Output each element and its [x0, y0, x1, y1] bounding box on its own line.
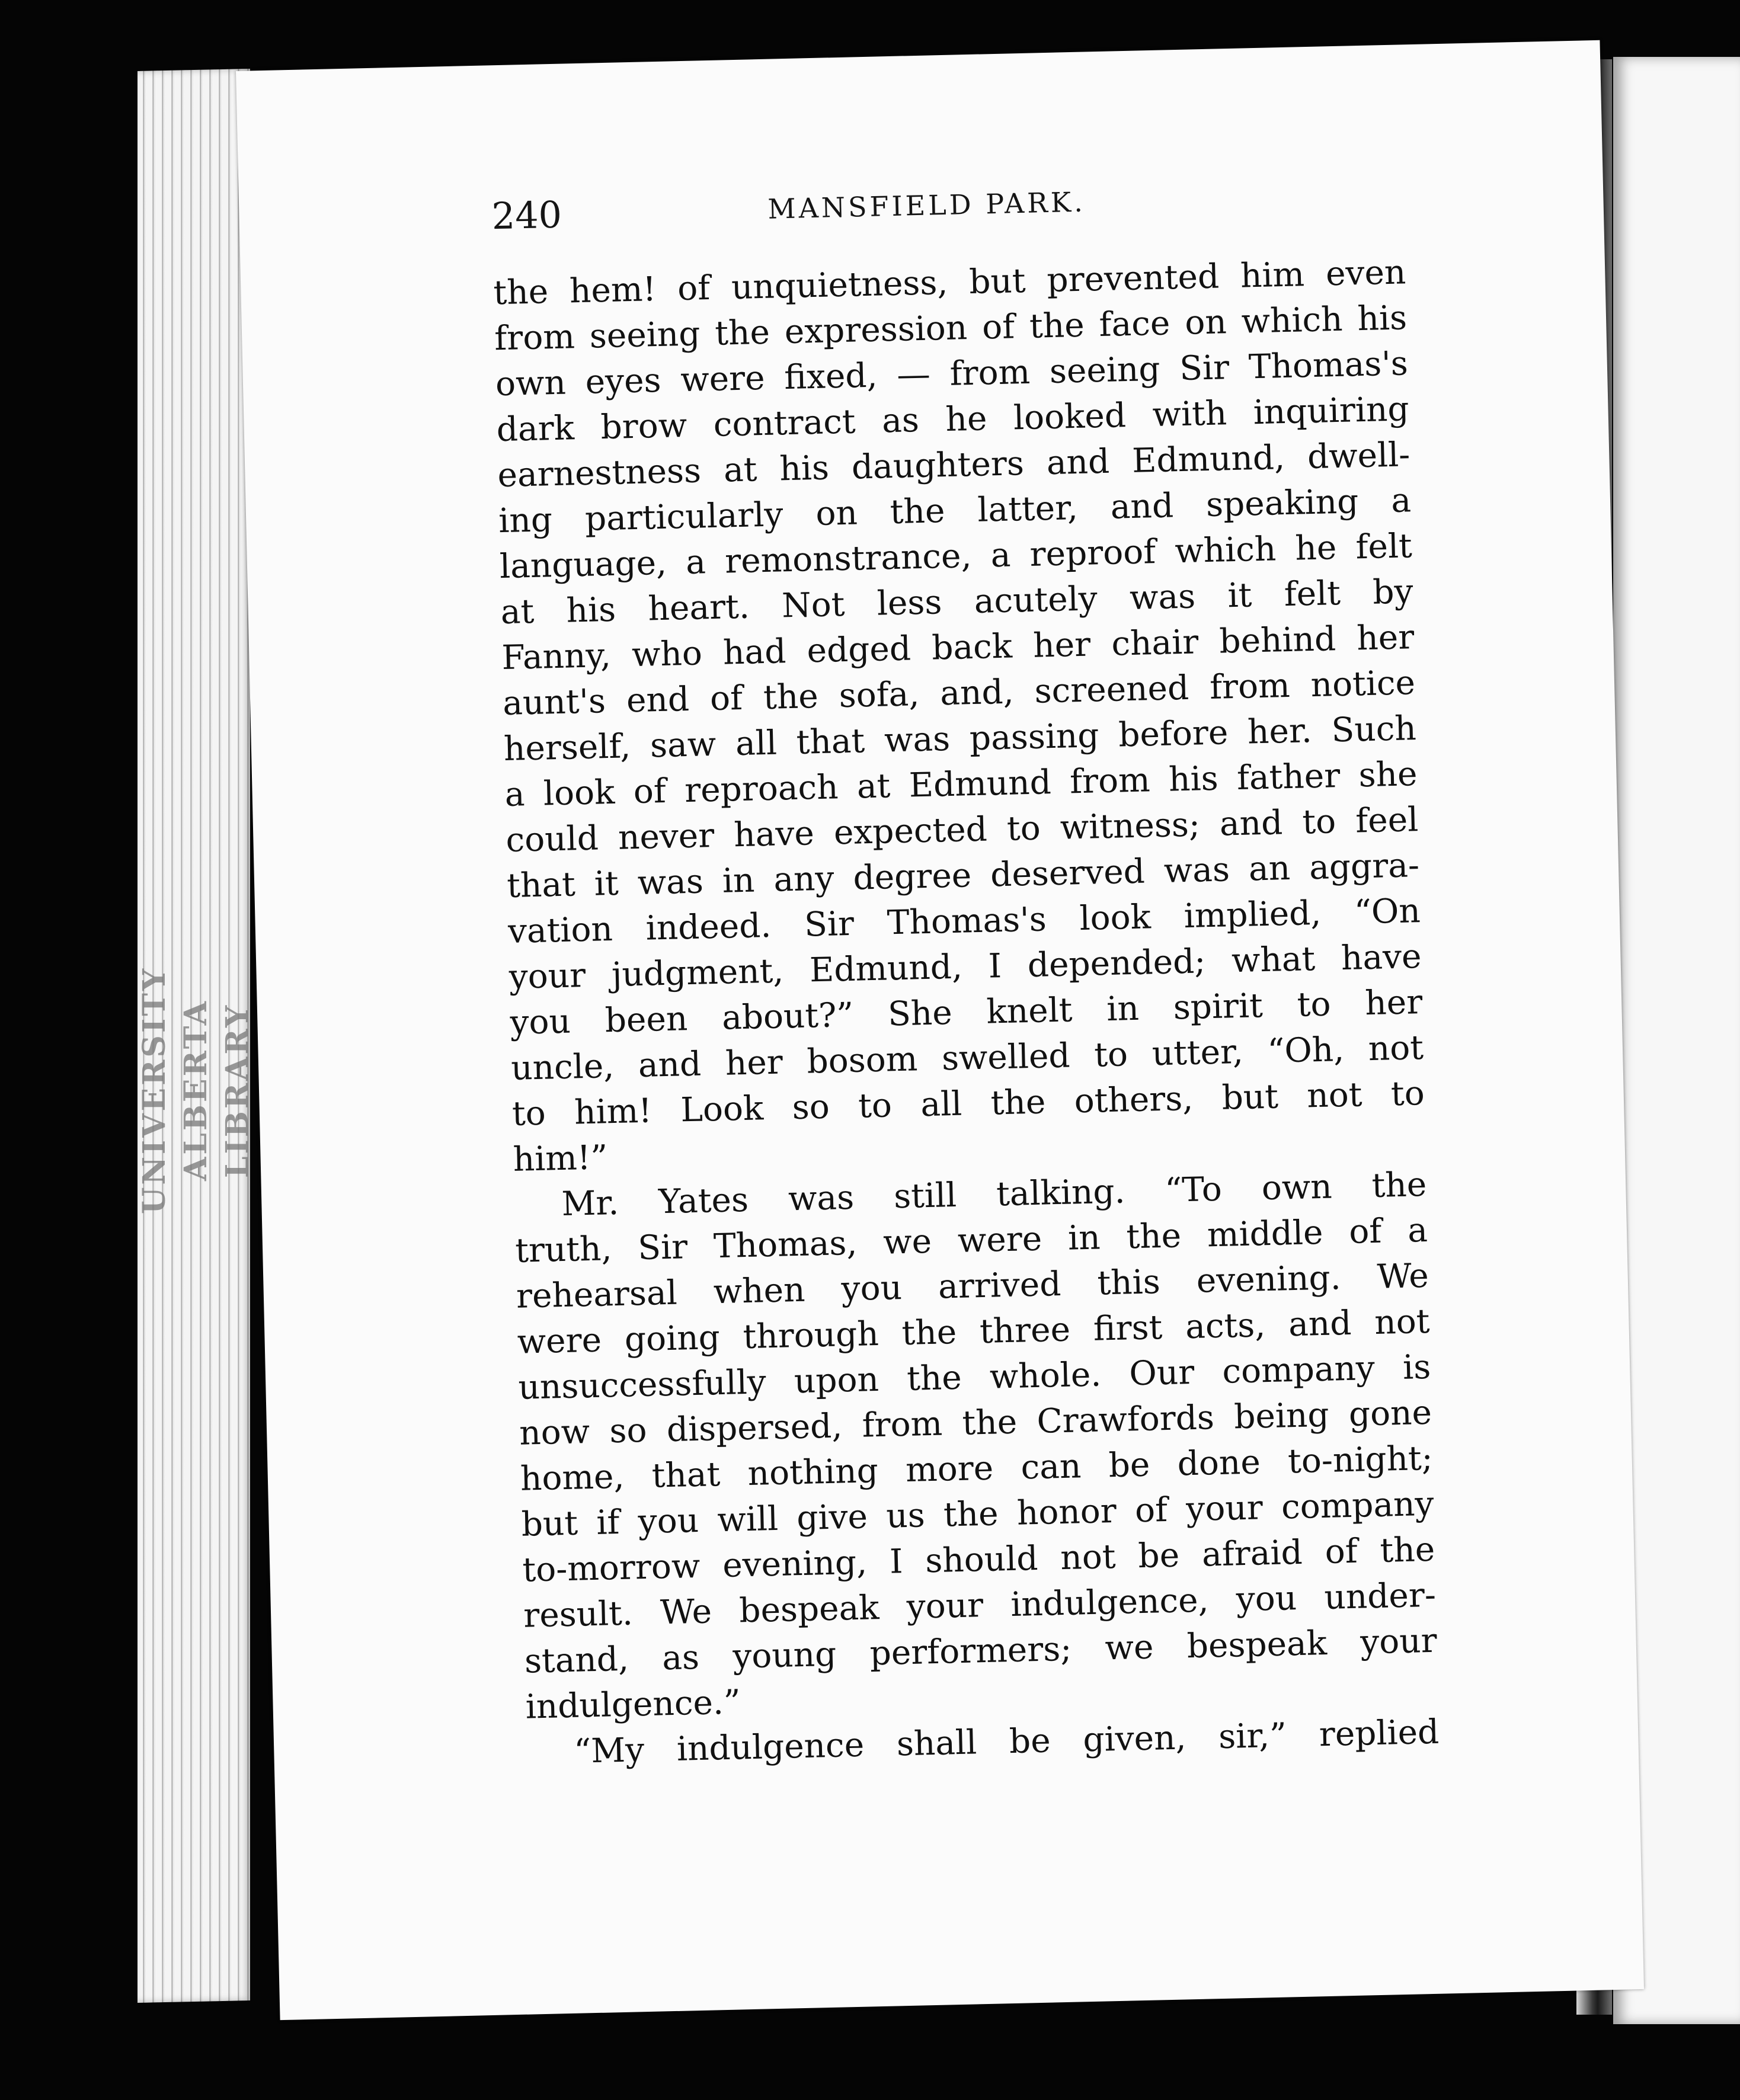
running-head	[491, 174, 1381, 248]
text-line: home, that nothing more can be done to-night;	[520, 1439, 1434, 1499]
text-line: aunt's end of the sofa, and, screened from notice	[502, 664, 1416, 724]
running-title: MANSFIELD PARK.	[767, 185, 1086, 225]
page-number: 240	[491, 193, 562, 238]
text-line: own eyes were fixed, — from seeing Sir Thomas's	[495, 344, 1409, 404]
body-text	[493, 249, 1440, 1775]
text-line: ing particularly on the latter, and speaking a	[498, 481, 1412, 541]
text-line: a look of reproach at Edmund from his father she	[504, 755, 1418, 815]
text-line: Mr. Yates was still talking. “To own the	[561, 1165, 1427, 1224]
text-line: dark brow contract as he looked with inquiring	[496, 390, 1410, 450]
text-line: stand, as young performers; we bespeak your	[524, 1621, 1438, 1681]
text-line: your judgment, Edmund, I depended; what have	[508, 937, 1422, 997]
text-line: now so dispersed, from the Crawfords being gone	[519, 1393, 1432, 1453]
text-line: “My indulgence shall be given, sir,” replied	[573, 1712, 1440, 1771]
text-line: to-morrow evening, I should not be afraid of the	[522, 1530, 1435, 1590]
text-line: were going through the three first acts, and not	[517, 1302, 1431, 1362]
stamp-line-2: ALBERTA LIBRARY	[178, 999, 255, 1182]
text-line: truth, Sir Thomas, we were in the middle of a	[514, 1211, 1428, 1270]
text-line: herself, saw all that was passing before her. Such	[503, 709, 1417, 769]
text-line: indulgence.”	[525, 1683, 741, 1727]
text-line: vation indeed. Sir Thomas's look implied, “On	[507, 892, 1421, 951]
text-line: to him! Look so to all the others, but not to	[511, 1074, 1425, 1134]
text-line: that it was in any degree deserved was an aggra-	[506, 846, 1420, 905]
text-line: the hem! of unquietness, but prevented him even	[492, 253, 1406, 313]
library-stamp	[134, 924, 255, 1256]
text-line: uncle, and her bosom swelled to utter, “Oh, not	[510, 1028, 1424, 1088]
text-line: at his heart. Not less acutely was it felt by	[500, 572, 1414, 632]
text-line: result. We bespeak your indulgence, you under-	[523, 1576, 1437, 1635]
text-line: could never have expected to witness; and to feel	[505, 801, 1419, 860]
text-line: language, a remonstrance, a reproof which he felt	[499, 527, 1413, 587]
text-line: earnestness at his daughters and Edmund, dwell-	[497, 436, 1410, 495]
stamp-line-1: UNIVERSITY	[136, 966, 172, 1215]
text-line: rehearsal when you arrived this evening. We	[516, 1256, 1429, 1316]
text-line: him!”	[513, 1138, 609, 1179]
text-line: you been about?” She knelt in spirit to her	[509, 982, 1423, 1042]
page-sheet	[236, 40, 1644, 2020]
text-line: unsuccessfully upon the whole. Our company is	[517, 1347, 1431, 1407]
text-line: but if you will give us the honor of your company	[521, 1484, 1435, 1544]
text-line: Fanny, who had edged back her chair behind her	[501, 618, 1415, 678]
text-line: from seeing the expression of the face on which his	[494, 299, 1408, 358]
